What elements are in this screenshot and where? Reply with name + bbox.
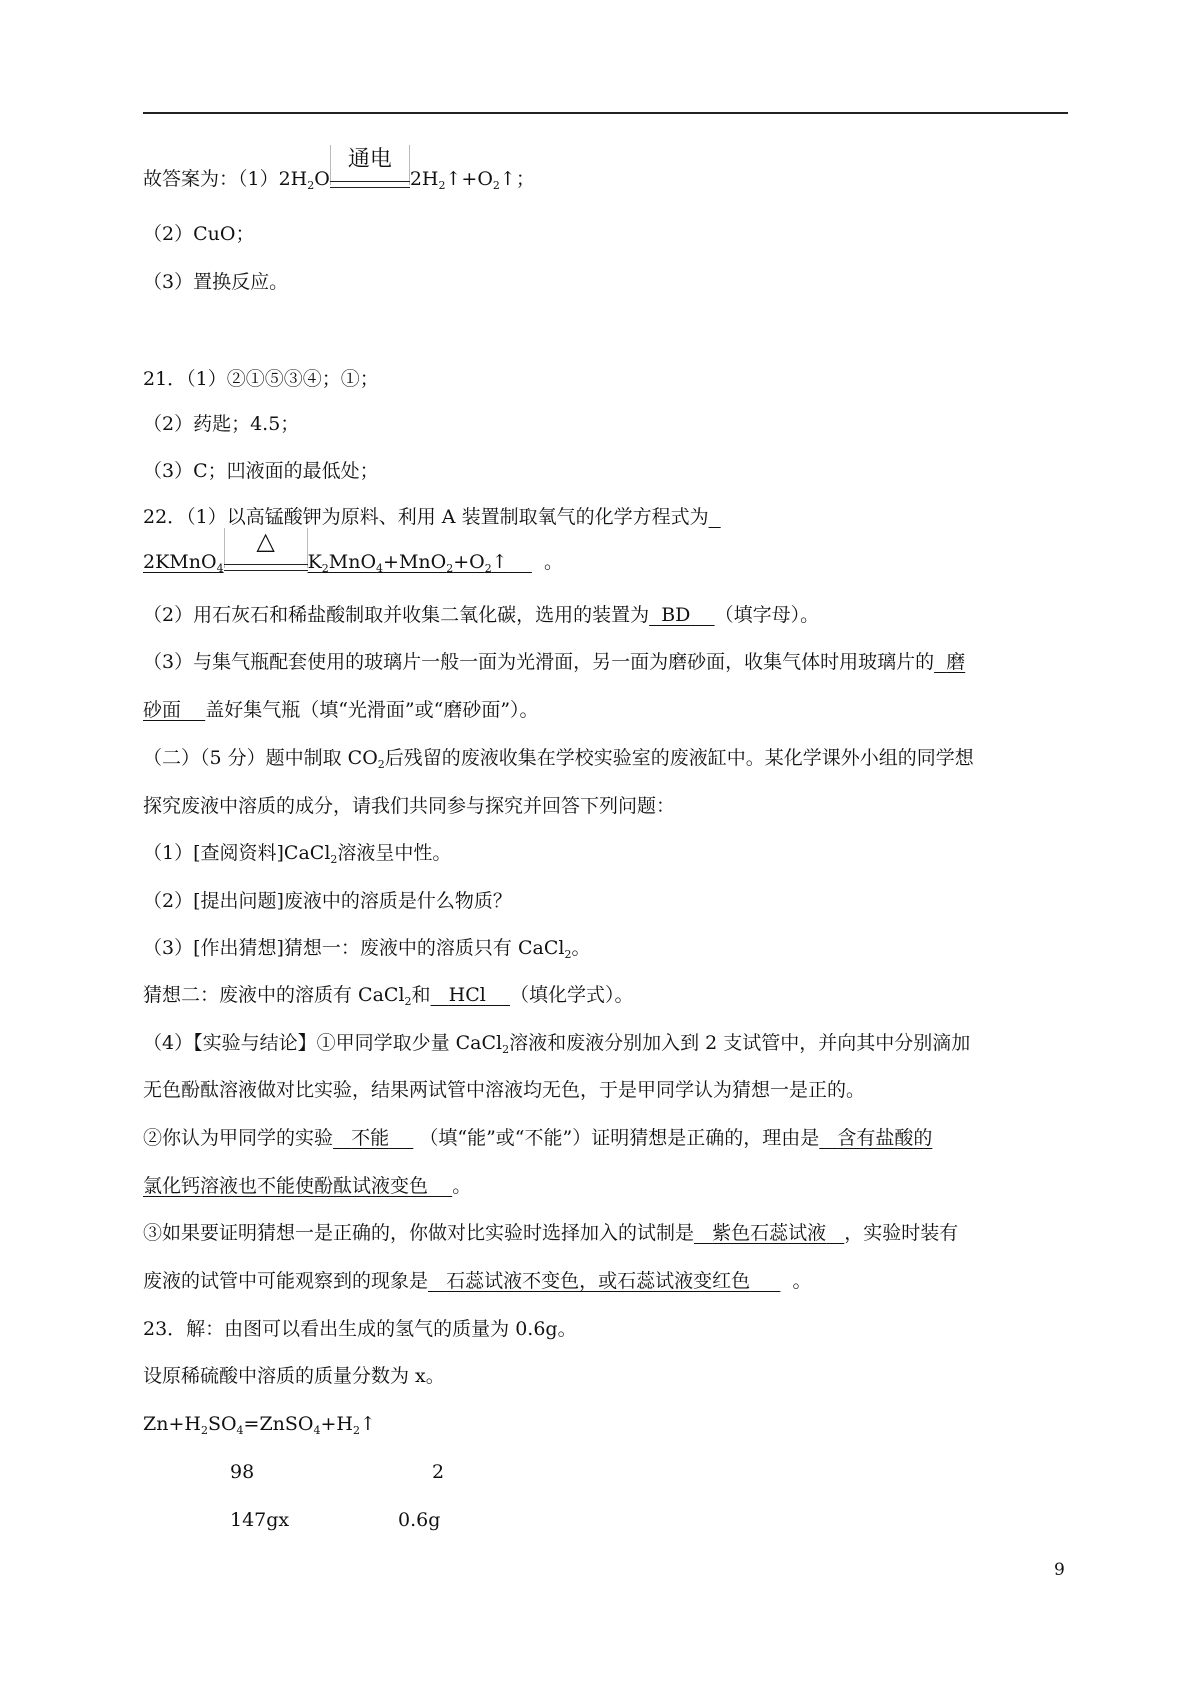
q22-line-9: （2）[提出问题]废液中的溶质是什么物质？ (143, 890, 512, 912)
q22-equation-line: 2KMnO$_4$ △ $K_2MnO_4+MnO_2+O_2↑$ 。 (143, 549, 563, 578)
q21-answer-3: （3）C；凹液面的最低处； (143, 460, 379, 482)
reaction-condition-arrow (224, 527, 308, 578)
q22-line-11: 猜想二：废液中的溶质有 CaCl$_2$和 HCl （填化学式）。 (143, 984, 634, 1008)
q22-line-5: 砂面 盖好集气瓶（填“光滑面”或“磨砂面”）。 (143, 699, 539, 721)
q23-line-1: 23．解：由图可以看出生成的氢气的质量为 0.6g。 (143, 1318, 577, 1340)
q22-line-16: ③如果要证明猜想一是正确的，你做对比实验时选择加入的试制是 紫色石蕊试液 ，实验时装有 (143, 1222, 959, 1244)
q23-line-2: 设原稀硫酸中溶质的质量分数为 x。 (143, 1365, 445, 1387)
q23-ratio-1-right: 2 (432, 1461, 445, 1483)
q22-line-1: 22．（1）以高锰酸钾为原料、利用 A 装置制取氧气的化学方程式为 (143, 506, 709, 528)
q22-line-6: （二）（5 分）题中制取 $CO_2$后残留的废液收集在学校实验室的废液缸中。某化学课外小组的同学想 (143, 747, 974, 771)
q20-answer-3: （3）置换反应。 (143, 271, 289, 293)
q21-answer-2: （2）药匙；4.5； (143, 413, 300, 435)
q23-ratio-1-left: 98 (230, 1461, 255, 1483)
q22-line-14: ②你认为甲同学的实验 不能 （填“能”或“不能”）证明猜想是正确的，理由是 含有盐酸的 (143, 1127, 933, 1149)
q20-answer-1: 故答案为：$(1)2H_2O$ 通电 $2H_2↑+O_2↑$； (143, 166, 535, 195)
condition-electrolysis: 通电 (347, 147, 392, 172)
condition-heat: △ (256, 527, 275, 555)
q22-line-4: （3）与集气瓶配套使用的玻璃片一般一面为光滑面，另一面为磨砂面，收集气体时用玻璃片的 磨 (143, 651, 966, 673)
q21-answer-1: 21．（1）②①⑤③④；①； (143, 368, 379, 390)
reaction-condition-arrow (330, 147, 410, 195)
header-rule (143, 112, 1068, 114)
q22-line-10: （3）[作出猜想]猜想一：废液中的溶质只有 CaCl$_2$。 (143, 937, 591, 961)
q22-line-3: （2）用石灰石和稀盐酸制取并收集二氧化碳，选用的装置为 BD （填字母）。 (143, 604, 820, 626)
q22-line-13: 无色酚酞溶液做对比实验，结果两试管中溶液均无色，于是甲同学认为猜想一是正的。 (143, 1079, 866, 1101)
page-number: 9 (1054, 1560, 1065, 1580)
q23-ratio-2-right: 0.6g (398, 1509, 441, 1531)
q22-line-8: （1）[查阅资料]CaCl$_2$溶液呈中性。 (143, 842, 452, 866)
q23-equation: $Zn+H_2SO_4=ZnSO_4+H_2↑$ (143, 1413, 376, 1437)
q23-ratio-2-left: 147gx (230, 1509, 290, 1531)
q22-line-12: （4）【实验与结论】①甲同学取少量 CaCl$_2$溶液和废液分别加入到 2 支试管中，并向其中分别滴加 (143, 1032, 971, 1056)
q22-line-15: 氯化钙溶液也不能使酚酞试液变色 。 (143, 1175, 472, 1197)
q20-answer-2: （2）CuO； (143, 223, 255, 245)
q22-line-7: 探究废液中溶质的成分，请我们共同参与探究并回答下列问题： (143, 795, 676, 817)
q22-line-17: 废液的试管中可能观察到的现象是 石蕊试液不变色，或石蕊试液变红色 。 (143, 1270, 812, 1292)
